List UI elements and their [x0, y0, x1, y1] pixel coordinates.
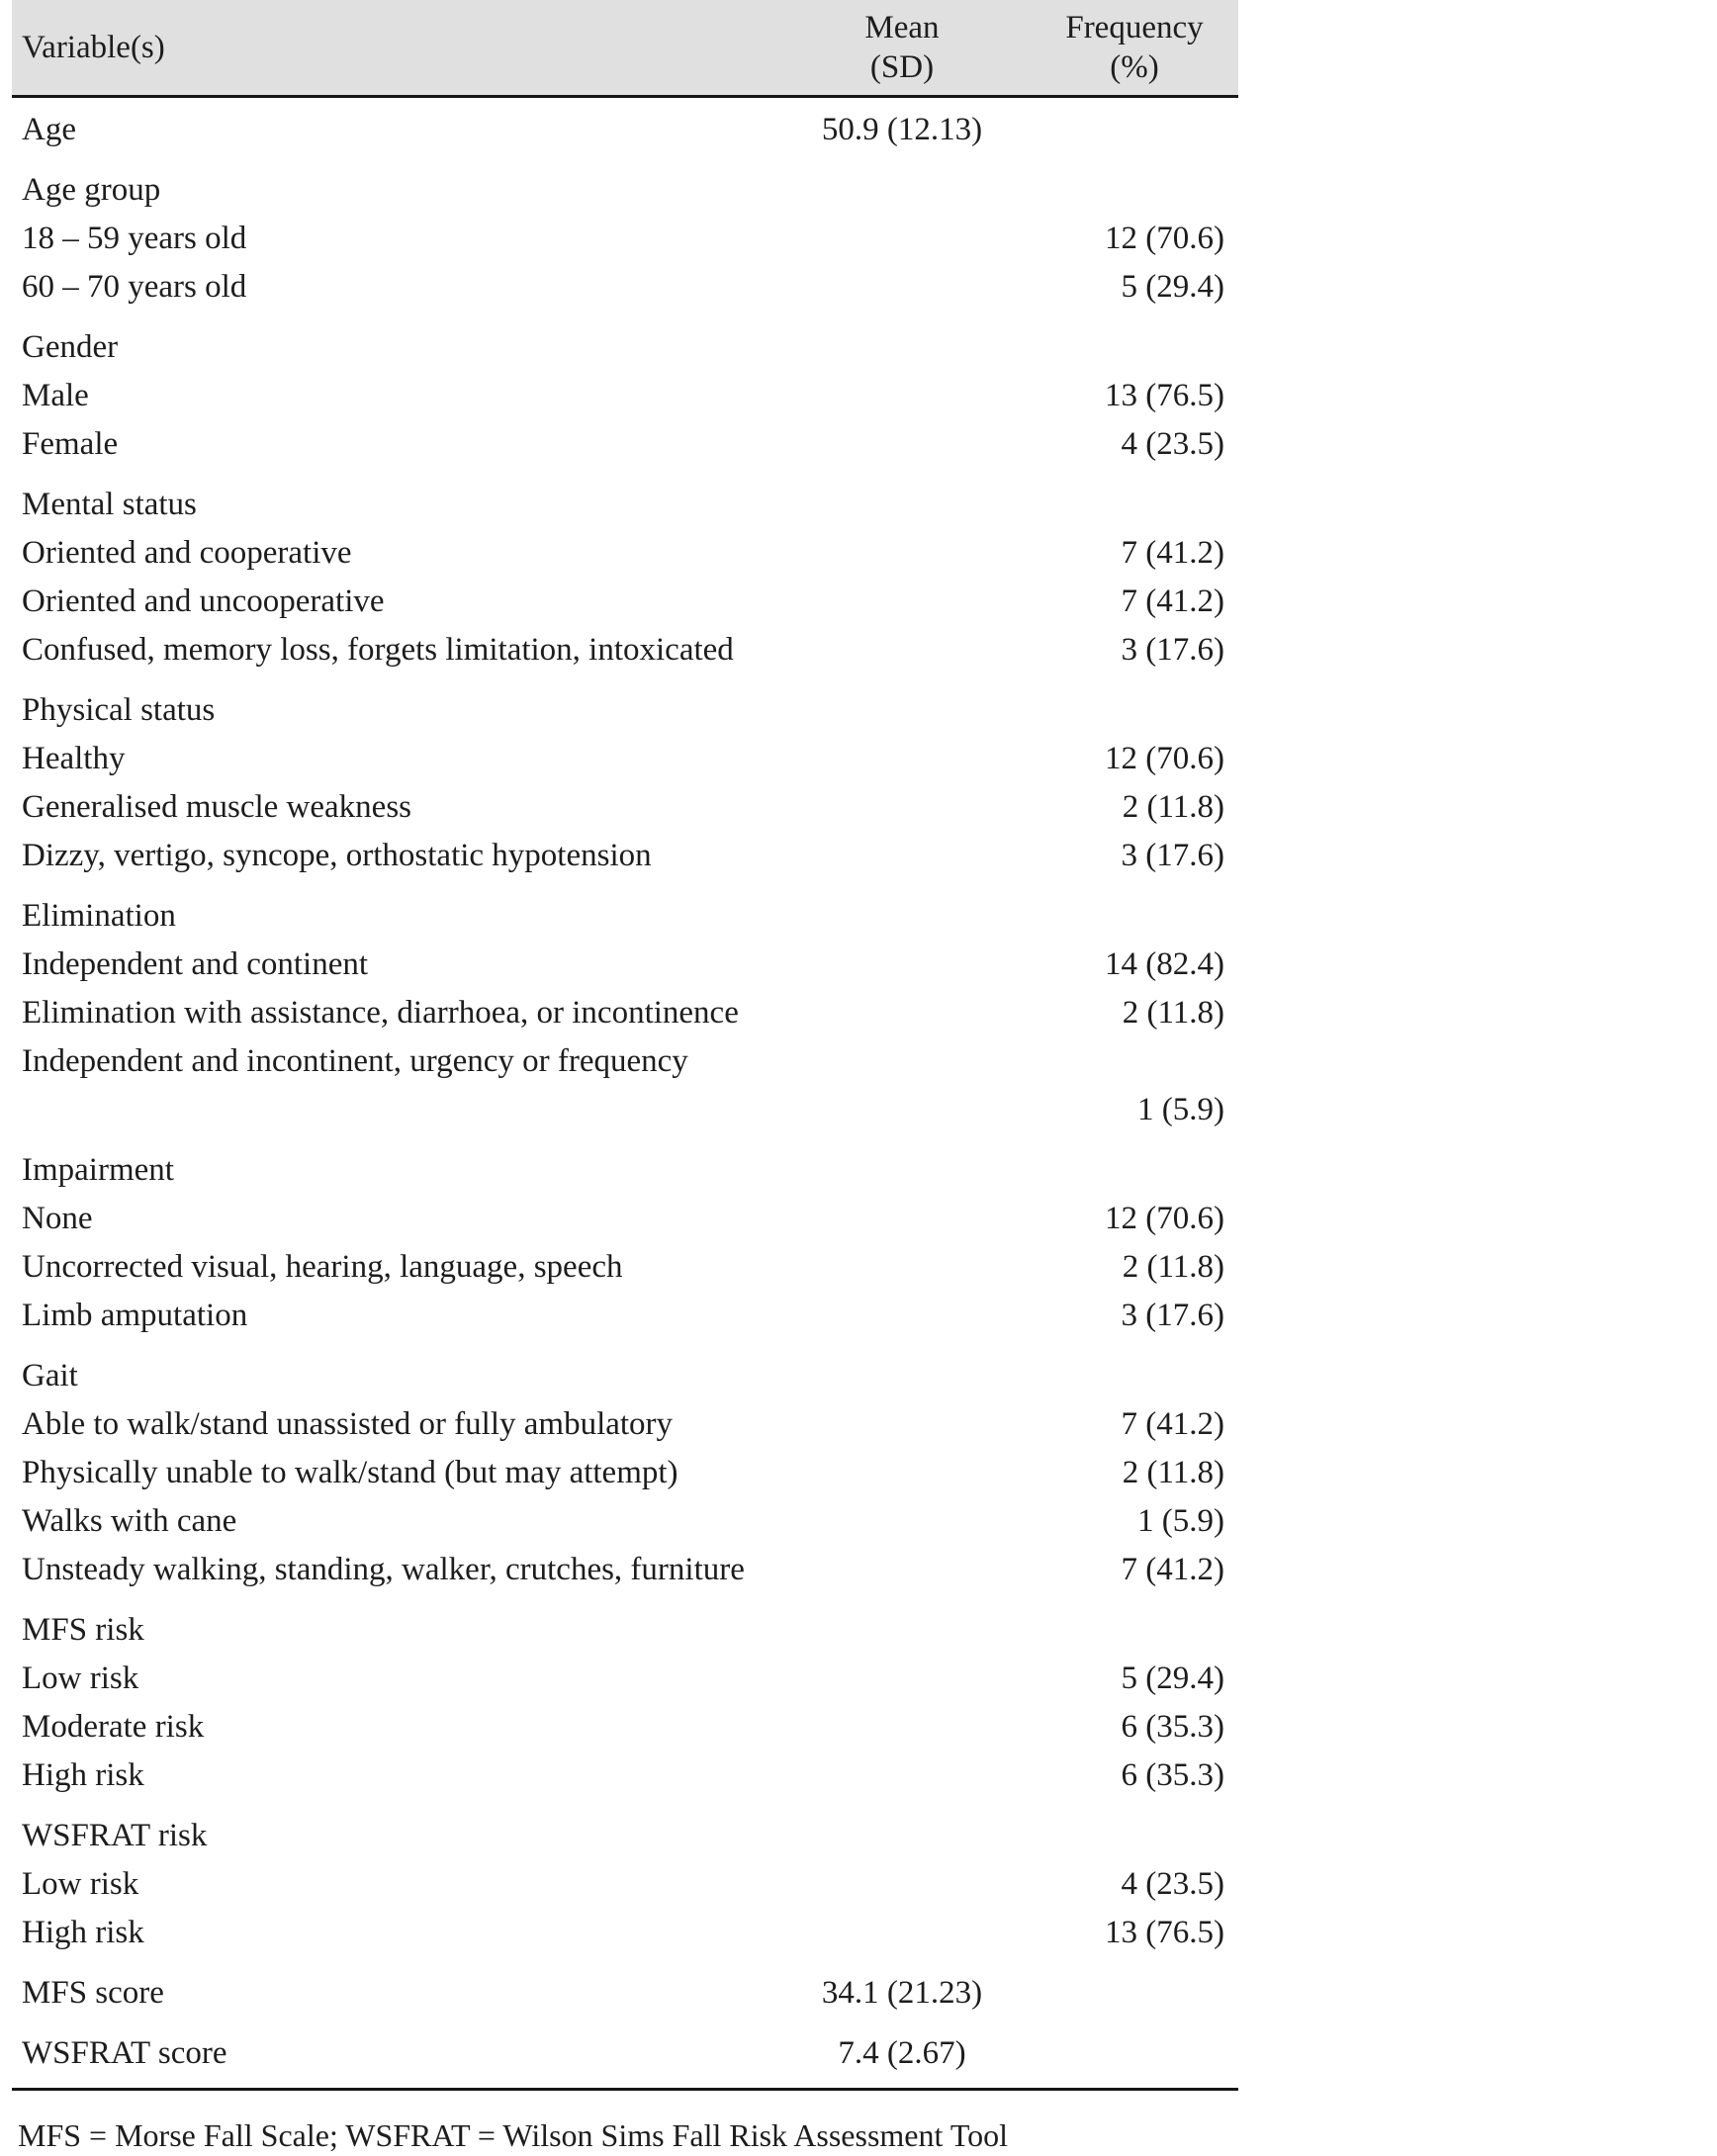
freq-cell: 1 (5.9) — [1137, 1092, 1224, 1127]
freq-cell — [1031, 1352, 1238, 1400]
table-row — [12, 1909, 1238, 1957]
table-row — [12, 1086, 1238, 1134]
mean-cell — [773, 1497, 1031, 1546]
table-row — [12, 1497, 1238, 1546]
mean-cell — [773, 626, 1031, 674]
freq-cell: 3 (17.6) — [1121, 838, 1224, 873]
label-cell: Low risk — [22, 1661, 139, 1696]
freq-cell — [1031, 1606, 1238, 1655]
mean-cell: 7.4 (2.67) — [838, 2035, 966, 2071]
table-row — [12, 783, 1238, 832]
table-row — [12, 1752, 1238, 1800]
label-cell: Low risk — [22, 1866, 139, 1902]
table-row — [12, 1703, 1238, 1752]
header-frequency — [1031, 8, 1238, 87]
table-row — [12, 941, 1238, 989]
mean-cell: 34.1 (21.23) — [821, 1975, 983, 2011]
label-cell: Oriented and uncooperative — [22, 584, 385, 619]
mean-cell — [773, 1546, 1031, 1594]
mean-cell — [773, 1352, 1031, 1400]
table-row — [12, 989, 1238, 1037]
table-row — [12, 1606, 1238, 1655]
freq-cell: 5 (29.4) — [1121, 1661, 1224, 1696]
mean-cell — [773, 1086, 1031, 1134]
table-bottom-rule — [12, 2088, 1238, 2091]
table-row — [12, 1655, 1238, 1703]
freq-cell: 13 (76.5) — [1105, 1915, 1224, 1950]
header-variable: Variable(s) — [22, 29, 165, 65]
freq-cell: 12 (70.6) — [1105, 221, 1224, 256]
mean-cell — [773, 783, 1031, 832]
mean-cell — [773, 1812, 1031, 1860]
freq-cell — [1031, 686, 1238, 735]
freq-cell — [1031, 106, 1238, 154]
freq-cell: 13 (76.5) — [1105, 378, 1224, 413]
freq-cell: 7 (41.2) — [1121, 1406, 1224, 1442]
label-cell: Elimination with assistance, diarrhoea, or incontinence — [22, 995, 739, 1031]
table-row — [12, 1292, 1238, 1340]
table-row — [12, 626, 1238, 674]
table-row — [12, 1352, 1238, 1400]
label-cell: High risk — [22, 1757, 144, 1793]
freq-cell: 6 (35.3) — [1121, 1709, 1224, 1745]
freq-cell — [1031, 323, 1238, 372]
table-row — [12, 1969, 1238, 2018]
table-row — [12, 420, 1238, 469]
mean-cell — [773, 263, 1031, 312]
mean-cell — [773, 1909, 1031, 1957]
freq-cell: 2 (11.8) — [1122, 995, 1224, 1031]
label-cell: 18 – 59 years old — [22, 221, 247, 256]
label-cell: Female — [22, 426, 119, 462]
table-header — [12, 0, 1238, 98]
mean-cell: 50.9 (12.13) — [821, 112, 983, 147]
label-cell: Gait — [22, 1358, 78, 1393]
label-cell: Generalised muscle weakness — [22, 789, 412, 825]
table-row — [12, 1195, 1238, 1243]
mean-cell — [773, 215, 1031, 263]
mean-cell — [773, 1752, 1031, 1800]
table-footnote: MFS = Morse Fall Scale; WSFRAT = Wilson Sims Fall Risk Assessment Tool — [18, 2117, 1009, 2153]
label-cell: Impairment — [22, 1152, 174, 1188]
label-cell: Moderate risk — [22, 1709, 205, 1745]
table-row — [12, 1860, 1238, 1909]
mean-cell — [773, 372, 1031, 420]
mean-cell — [773, 578, 1031, 626]
header-mean — [773, 8, 1031, 87]
freq-cell: 14 (82.4) — [1105, 946, 1224, 982]
freq-cell — [1031, 481, 1238, 529]
table-row — [12, 686, 1238, 735]
label-cell: Elimination — [22, 898, 176, 934]
mean-cell — [773, 832, 1031, 880]
table-row — [12, 1812, 1238, 1860]
descriptive-statistics-table — [12, 0, 1238, 2156]
table-row — [12, 578, 1238, 626]
table-row — [12, 323, 1238, 372]
freq-cell: 12 (70.6) — [1105, 1201, 1224, 1236]
freq-cell: 2 (11.8) — [1122, 1455, 1224, 1490]
mean-cell — [773, 1146, 1031, 1195]
mean-cell — [773, 1606, 1031, 1655]
label-cell: WSFRAT risk — [22, 1818, 208, 1853]
mean-cell — [773, 1037, 1031, 1086]
label-cell: Healthy — [22, 741, 126, 776]
label-cell: 60 – 70 years old — [22, 269, 247, 305]
freq-cell — [1031, 1037, 1238, 1086]
table-row — [12, 1146, 1238, 1195]
freq-cell: 4 (23.5) — [1121, 426, 1224, 462]
label-cell: Uncorrected visual, hearing, language, speech — [22, 1249, 623, 1285]
freq-cell: 3 (17.6) — [1121, 632, 1224, 668]
freq-cell — [1031, 2029, 1238, 2078]
freq-cell: 2 (11.8) — [1122, 1249, 1224, 1285]
mean-cell — [773, 735, 1031, 783]
freq-cell: 1 (5.9) — [1137, 1503, 1224, 1539]
label-cell: Able to walk/stand unassisted or fully ambulatory — [22, 1406, 674, 1442]
table-row — [12, 263, 1238, 312]
freq-cell: 6 (35.3) — [1121, 1757, 1224, 1793]
mean-cell — [773, 1243, 1031, 1292]
mean-cell — [773, 323, 1031, 372]
label-cell: Independent and continent — [22, 946, 369, 982]
mean-cell — [773, 1860, 1031, 1909]
mean-cell — [773, 941, 1031, 989]
mean-cell — [773, 481, 1031, 529]
mean-cell — [773, 1703, 1031, 1752]
label-cell: Mental status — [22, 487, 197, 522]
mean-cell — [773, 1195, 1031, 1243]
label-cell: Walks with cane — [22, 1503, 237, 1539]
table-row — [12, 1243, 1238, 1292]
label-cell: High risk — [22, 1915, 144, 1950]
table-row — [12, 1037, 1238, 1086]
label-cell: Age — [22, 112, 76, 147]
label-cell: Male — [22, 378, 89, 413]
label-cell: Limb amputation — [22, 1298, 248, 1333]
table-row — [12, 166, 1238, 215]
table-row — [12, 481, 1238, 529]
mean-cell — [773, 1292, 1031, 1340]
label-cell: WSFRAT score — [22, 2035, 227, 2071]
mean-cell — [773, 989, 1031, 1037]
freq-cell: 7 (41.2) — [1121, 1552, 1224, 1587]
freq-cell: 7 (41.2) — [1121, 584, 1224, 619]
label-cell: None — [22, 1201, 93, 1236]
table-body — [12, 98, 1238, 2088]
header-mean-line2: (SD) — [869, 49, 935, 85]
mean-cell — [773, 1655, 1031, 1703]
label-cell: MFS risk — [22, 1612, 144, 1648]
table-row — [12, 892, 1238, 941]
table-row — [12, 215, 1238, 263]
freq-cell — [1031, 1146, 1238, 1195]
freq-cell: 12 (70.6) — [1105, 741, 1224, 776]
table-row — [12, 1546, 1238, 1594]
freq-cell: 4 (23.5) — [1121, 1866, 1224, 1902]
table-row — [12, 1449, 1238, 1497]
table-row — [12, 372, 1238, 420]
table-row — [12, 832, 1238, 880]
label-cell: MFS score — [22, 1975, 164, 2011]
freq-cell: 5 (29.4) — [1121, 269, 1224, 305]
label-cell: Physical status — [22, 692, 216, 728]
header-frequency-line1: Frequency — [1065, 10, 1204, 45]
freq-cell — [1031, 892, 1238, 941]
freq-cell — [1031, 1969, 1238, 2018]
freq-cell — [1031, 1812, 1238, 1860]
label-cell: Age group — [22, 172, 161, 208]
header-mean-line1: Mean — [864, 10, 940, 45]
table-row — [12, 106, 1238, 154]
mean-cell — [773, 1400, 1031, 1449]
label-cell: Unsteady walking, standing, walker, crutches, furniture — [22, 1552, 745, 1587]
label-cell: Confused, memory loss, forgets limitation, intoxicated — [22, 632, 734, 668]
table-row — [12, 735, 1238, 783]
mean-cell — [773, 529, 1031, 578]
mean-cell — [773, 166, 1031, 215]
mean-cell — [773, 892, 1031, 941]
table-row — [12, 2029, 1238, 2078]
freq-cell: 2 (11.8) — [1122, 789, 1224, 825]
table-row — [12, 1400, 1238, 1449]
label-cell: Dizzy, vertigo, syncope, orthostatic hypotension — [22, 838, 652, 873]
mean-cell — [773, 420, 1031, 469]
label-cell — [12, 1086, 773, 1134]
freq-cell — [1031, 166, 1238, 215]
freq-cell: 3 (17.6) — [1121, 1298, 1224, 1333]
header-frequency-line2: (%) — [1110, 49, 1159, 85]
label-cell: Physically unable to walk/stand (but may attempt) — [22, 1455, 678, 1490]
label-cell: Independent and incontinent, urgency or frequency — [22, 1043, 688, 1079]
table-row — [12, 529, 1238, 578]
mean-cell — [773, 686, 1031, 735]
label-cell: Oriented and cooperative — [22, 535, 352, 571]
freq-cell: 7 (41.2) — [1121, 535, 1224, 571]
label-cell: Gender — [22, 329, 119, 365]
mean-cell — [773, 1449, 1031, 1497]
